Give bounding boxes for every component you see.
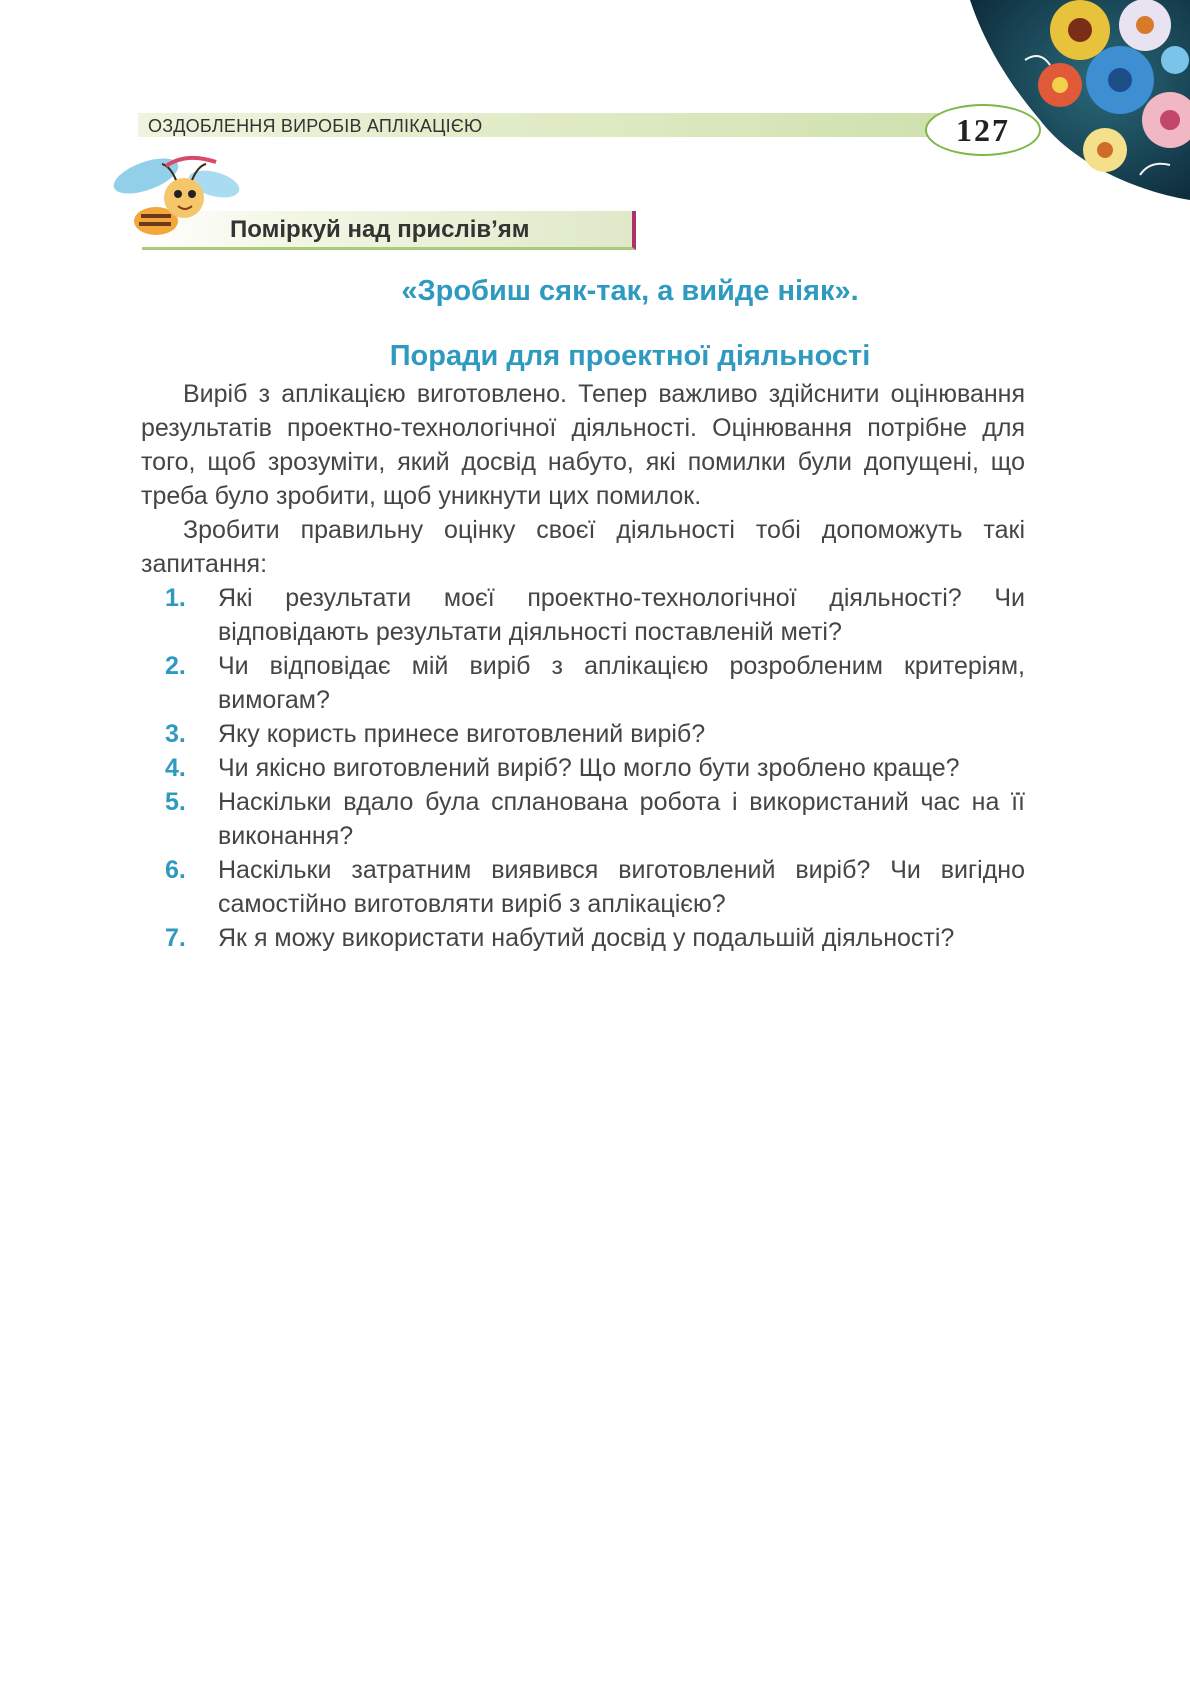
- item-text: Чи якісно виготовлений виріб? Що могло бути зроблено краще?: [218, 754, 960, 782]
- item-number: 5.: [165, 788, 186, 816]
- paragraph: Зробити правильну оцінку своєї діяльності тобі допоможуть такі запитання:: [141, 516, 1025, 578]
- item-text: Як я можу використати набутий досвід у подальшій діяльності?: [218, 924, 955, 952]
- section-title: Поради для проектної діяльності: [389, 340, 871, 372]
- list-item: [141, 785, 1025, 853]
- questions-list: [141, 581, 1025, 955]
- flower-decoration-icon: [930, 0, 1190, 200]
- list-item: [141, 717, 1025, 751]
- item-text: Яку користь принесе виготовлений виріб?: [218, 720, 706, 748]
- list-item: [141, 581, 1025, 649]
- proverb-quote: «Зробиш сяк-так, а вийде ніяк».: [401, 275, 859, 307]
- item-text: Наскільки вдало була спланована робота і використаний час на її виконання?: [218, 788, 1025, 850]
- item-text: Які результати моєї проектно-технологічної діяльності? Чи відповідають результати діяльності поставленій меті?: [218, 584, 1025, 646]
- item-number: 6.: [165, 856, 186, 884]
- item-number: 4.: [165, 754, 186, 782]
- chapter-title: ОЗДОБЛЕННЯ ВИРОБІВ АПЛІКАЦІЄЮ: [148, 116, 483, 136]
- proverb-label: Поміркуй над прислів’ям: [230, 216, 530, 243]
- list-item: [141, 921, 1025, 955]
- list-item: [141, 649, 1025, 717]
- paragraph: Виріб з аплікацією виготовлено. Тепер важливо здійснити оцінювання результатів проектно-технологічної діяльності. Оцінювання потрібне для того, щоб зрозуміти, який досвід набуто, які помилки були допущені, що треба було зробити, щоб уникнути цих помилок.: [141, 380, 1025, 510]
- list-item: [141, 853, 1025, 921]
- body-text: [141, 377, 1025, 955]
- page-number: 127: [925, 104, 1041, 156]
- item-number: 7.: [165, 924, 186, 952]
- item-text: Чи відповідає мій виріб з аплікацією розробленим критеріям, вимогам?: [218, 652, 1025, 714]
- item-text: Наскільки затратним виявився виготовлений виріб? Чи вигідно самостійно виготовляти виріб з аплікацією?: [218, 856, 1025, 918]
- item-number: 2.: [165, 652, 186, 680]
- item-number: 3.: [165, 720, 186, 748]
- list-item: [141, 751, 1025, 785]
- item-number: 1.: [165, 584, 186, 612]
